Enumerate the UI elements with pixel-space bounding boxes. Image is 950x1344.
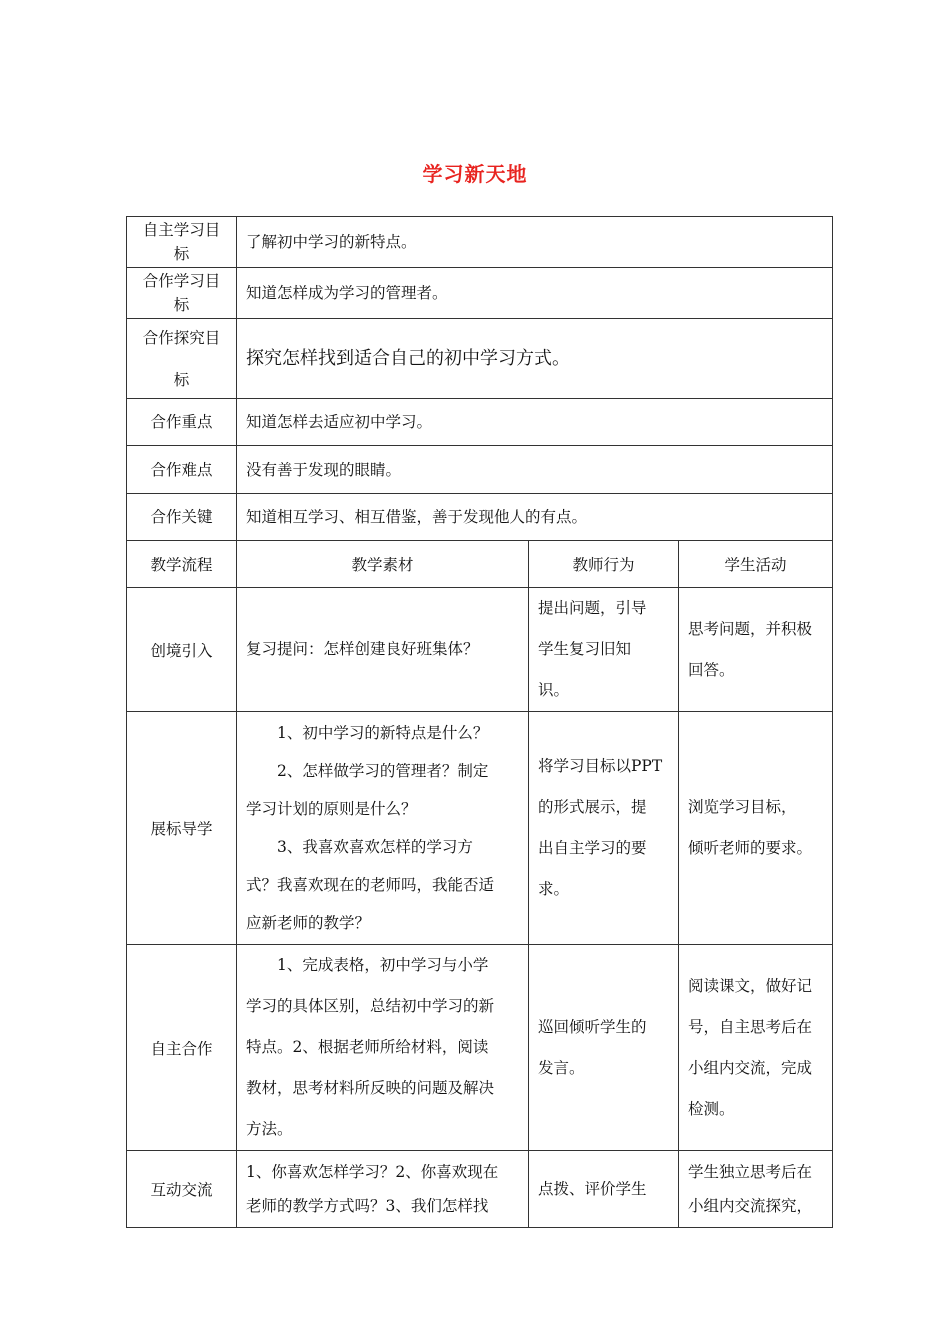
teacher-cell: 提出问题，引导 学生复习旧知 识。 — [529, 588, 679, 712]
table-row — [127, 712, 833, 945]
material-cell: 1、你喜欢怎样学习？2、你喜欢现在 老师的教学方式吗？3、我们怎样找 — [237, 1151, 529, 1228]
point-text: 知道相互学习、相互借鉴，善于发现他人的有点。 — [237, 494, 833, 541]
goal-text: 探究怎样找到适合自己的初中学习方式。 — [237, 319, 833, 399]
goal-text: 知道怎样成为学习的管理者。 — [237, 268, 833, 319]
stage-cell: 创境引入 — [127, 588, 237, 712]
material-cell: 1、完成表格，初中学习与小学 学习的具体区别，总结初中学习的新 特点。2、根据老师所给材料，阅读 教材，思考材料所反映的问题及解决 方法。 — [237, 945, 529, 1151]
point-label: 合作难点 — [127, 446, 237, 494]
header-cell: 学生活动 — [679, 541, 833, 588]
page-title: 学习新天地 — [422, 162, 528, 186]
point-row — [127, 446, 833, 494]
teacher-cell: 巡回倾听学生的 发言。 — [529, 945, 679, 1151]
goal-text: 了解初中学习的新特点。 — [237, 217, 833, 268]
header-cell: 教学素材 — [237, 541, 529, 588]
header-row — [127, 541, 833, 588]
goal-row — [127, 319, 833, 399]
point-text: 知道怎样去适应初中学习。 — [237, 399, 833, 446]
point-text: 没有善于发现的眼睛。 — [237, 446, 833, 494]
header-cell: 教师行为 — [529, 541, 679, 588]
stage-cell: 互动交流 — [127, 1151, 237, 1228]
student-cell: 阅读课文，做好记 号，自主思考后在 小组内交流，完成 检测。 — [679, 945, 833, 1151]
stage-cell: 自主合作 — [127, 945, 237, 1151]
student-cell: 学生独立思考后在 小组内交流探究， — [679, 1151, 833, 1228]
goal-label: 自主学习目 标 — [127, 217, 237, 268]
point-label: 合作重点 — [127, 399, 237, 446]
goal-label: 合作学习目 标 — [127, 268, 237, 319]
header-cell: 教学流程 — [127, 541, 237, 588]
student-cell: 浏览学习目标， 倾听老师的要求。 — [679, 712, 833, 945]
goal-label: 合作探究目 标 — [127, 319, 237, 399]
lesson-plan-table — [126, 216, 833, 1228]
goal-row — [127, 217, 833, 268]
point-row — [127, 399, 833, 446]
table-row — [127, 945, 833, 1151]
point-label: 合作关键 — [127, 494, 237, 541]
table-row — [127, 1151, 833, 1228]
goal-row — [127, 268, 833, 319]
student-cell: 思考问题，并积极 回答。 — [679, 588, 833, 712]
teacher-cell: 将学习目标以PPT 的形式展示，提 出自主学习的要 求。 — [529, 712, 679, 945]
teacher-cell: 点拨、评价学生 — [529, 1151, 679, 1228]
stage-cell: 展标导学 — [127, 712, 237, 945]
material-cell: 1、初中学习的新特点是什么？ 2、怎样做学习的管理者？制定 学习计划的原则是什么？ 3、我喜欢喜欢怎样的学习方 式？我喜欢现在的老师吗，我能否适 应新老师的教学？ — [237, 712, 529, 945]
material-cell: 复习提问：怎样创建良好班集体？ — [237, 588, 529, 712]
point-row — [127, 494, 833, 541]
table-row — [127, 588, 833, 712]
